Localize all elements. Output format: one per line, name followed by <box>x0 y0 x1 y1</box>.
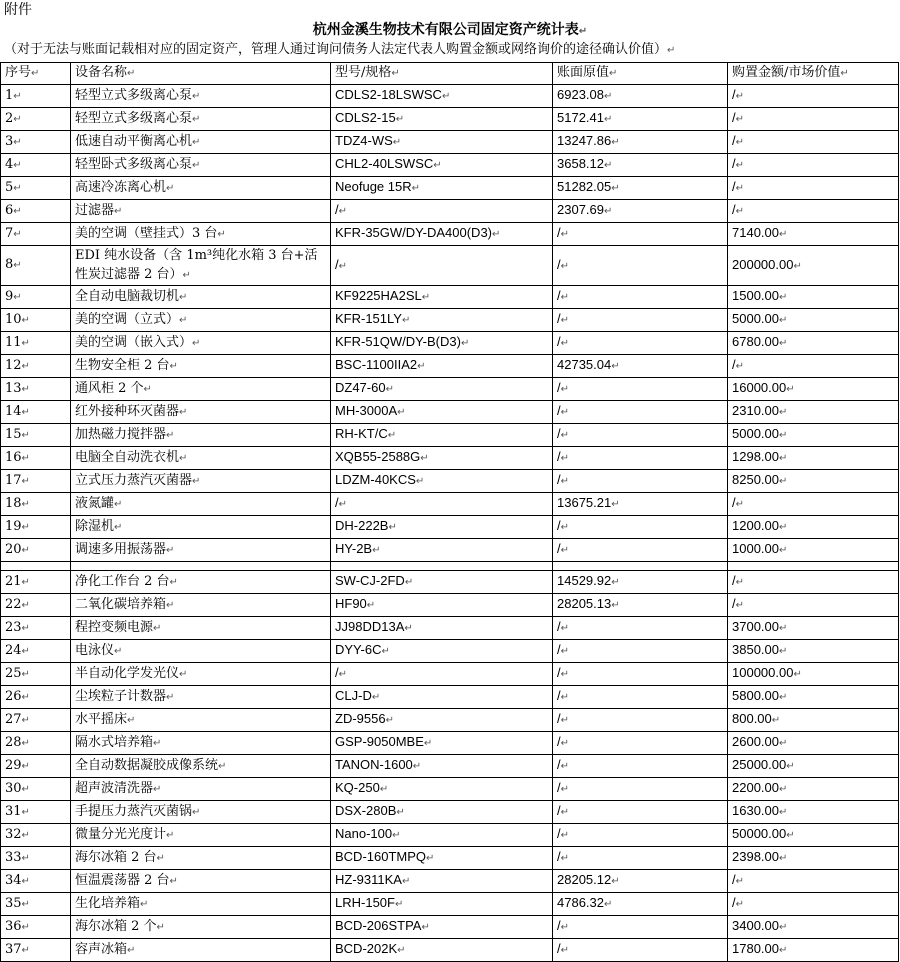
cell-model: SW-CJ-2FD↵ <box>331 571 553 594</box>
cell-model: /↵ <box>331 246 553 286</box>
cell-book-value: /↵ <box>553 401 728 424</box>
cell-model: HF90↵ <box>331 594 553 617</box>
cell-name: 全自动数据凝胶成像系统↵ <box>71 755 331 778</box>
cell-model: ZD-9556↵ <box>331 709 553 732</box>
cell-book-value: 28205.13↵ <box>553 594 728 617</box>
cell-index: 34↵ <box>1 870 71 893</box>
cell-name: 隔水式培养箱↵ <box>71 732 331 755</box>
cell-name: 电脑全自动洗衣机↵ <box>71 447 331 470</box>
cell-book-value: 6923.08↵ <box>553 85 728 108</box>
gap-cell <box>71 562 331 571</box>
cell-market-value: 2310.00↵ <box>728 401 899 424</box>
cell-book-value: 51282.05↵ <box>553 177 728 200</box>
cell-model: CDLS2-15↵ <box>331 108 553 131</box>
cell-book-value: 28205.12↵ <box>553 870 728 893</box>
cell-name: 电泳仪↵ <box>71 640 331 663</box>
cell-book-value: /↵ <box>553 332 728 355</box>
cell-index: 8↵ <box>1 246 71 286</box>
table-row <box>1 801 899 824</box>
cell-market-value: 3850.00↵ <box>728 640 899 663</box>
cell-market-value: /↵ <box>728 108 899 131</box>
cell-market-value: /↵ <box>728 154 899 177</box>
cell-book-value: /↵ <box>553 709 728 732</box>
cell-model: HZ-9311KA↵ <box>331 870 553 893</box>
cell-book-value: 5172.41↵ <box>553 108 728 131</box>
cell-market-value: /↵ <box>728 594 899 617</box>
cell-index: 13↵ <box>1 378 71 401</box>
cell-book-value: /↵ <box>553 916 728 939</box>
table-row <box>1 131 899 154</box>
cell-market-value: 1500.00↵ <box>728 286 899 309</box>
header-cell-book-value: 账面原值↵ <box>553 63 728 85</box>
cell-index: 33↵ <box>1 847 71 870</box>
table-row <box>1 755 899 778</box>
cell-name: 除湿机↵ <box>71 516 331 539</box>
cell-model: LDZM-40KCS↵ <box>331 470 553 493</box>
cell-market-value: 16000.00↵ <box>728 378 899 401</box>
cell-market-value: 5000.00↵ <box>728 309 899 332</box>
cell-model: BSC-1100IIA2↵ <box>331 355 553 378</box>
cell-model: BCD-160TMPQ↵ <box>331 847 553 870</box>
cell-market-value: 1000.00↵ <box>728 539 899 562</box>
cell-name: 恒温震荡器 2 台↵ <box>71 870 331 893</box>
cell-name: 微量分光光度计↵ <box>71 824 331 847</box>
cell-book-value: /↵ <box>553 223 728 246</box>
cell-index: 7↵ <box>1 223 71 246</box>
table-header-row <box>1 63 899 85</box>
table-row <box>1 640 899 663</box>
fixed-asset-table <box>0 62 899 962</box>
cell-model: KFR-51QW/DY-B(D3)↵ <box>331 332 553 355</box>
table-row <box>1 778 899 801</box>
cell-model: RH-KT/C↵ <box>331 424 553 447</box>
cell-book-value: /↵ <box>553 778 728 801</box>
cell-index: 12↵ <box>1 355 71 378</box>
cell-model: GSP-9050MBE↵ <box>331 732 553 755</box>
cell-index: 23↵ <box>1 617 71 640</box>
cell-name: 二氧化碳培养箱↵ <box>71 594 331 617</box>
cell-model: CLJ-D↵ <box>331 686 553 709</box>
table-row <box>1 223 899 246</box>
table-row <box>1 424 899 447</box>
cell-market-value: 1298.00↵ <box>728 447 899 470</box>
cell-name: 加热磁力搅拌器↵ <box>71 424 331 447</box>
cell-market-value: 5000.00↵ <box>728 424 899 447</box>
table-row <box>1 108 899 131</box>
cell-index: 20↵ <box>1 539 71 562</box>
cell-name: 轻型立式多级离心泵↵ <box>71 108 331 131</box>
table-row <box>1 732 899 755</box>
cell-index: 9↵ <box>1 286 71 309</box>
cell-model: Neofuge 15R↵ <box>331 177 553 200</box>
cell-book-value: /↵ <box>553 447 728 470</box>
table-row <box>1 594 899 617</box>
cell-model: KFR-35GW/DY-DA400(D3)↵ <box>331 223 553 246</box>
cell-market-value: 2200.00↵ <box>728 778 899 801</box>
cell-book-value: /↵ <box>553 640 728 663</box>
cell-model: KQ-250↵ <box>331 778 553 801</box>
cell-name: 程控变频电源↵ <box>71 617 331 640</box>
cell-market-value: 8250.00↵ <box>728 470 899 493</box>
cell-name: EDI 纯水设备（含 1m³纯化水箱 3 台+活性炭过滤器 2 台）↵ <box>71 246 331 286</box>
table-row <box>1 493 899 516</box>
cell-model: CHL2-40LSWSC↵ <box>331 154 553 177</box>
cell-index: 26↵ <box>1 686 71 709</box>
table-row <box>1 309 899 332</box>
cell-name: 液氮罐↵ <box>71 493 331 516</box>
cell-book-value: /↵ <box>553 686 728 709</box>
cell-book-value: /↵ <box>553 732 728 755</box>
cell-model: KF9225HA2SL↵ <box>331 286 553 309</box>
cell-book-value: /↵ <box>553 663 728 686</box>
cell-market-value: 3700.00↵ <box>728 617 899 640</box>
cell-book-value: /↵ <box>553 755 728 778</box>
cell-name: 净化工作台 2 台↵ <box>71 571 331 594</box>
cell-book-value: /↵ <box>553 539 728 562</box>
cell-market-value: 1630.00↵ <box>728 801 899 824</box>
cell-book-value: 42735.04↵ <box>553 355 728 378</box>
cell-index: 2↵ <box>1 108 71 131</box>
cell-market-value: 25000.00↵ <box>728 755 899 778</box>
cell-book-value: /↵ <box>553 378 728 401</box>
gap-cell <box>331 562 553 571</box>
cell-model: XQB55-2588G↵ <box>331 447 553 470</box>
cell-book-value: 13675.21↵ <box>553 493 728 516</box>
cell-market-value: 6780.00↵ <box>728 332 899 355</box>
table-row <box>1 539 899 562</box>
cell-model: /↵ <box>331 493 553 516</box>
header-cell-index: 序号↵ <box>1 63 71 85</box>
cell-index: 3↵ <box>1 131 71 154</box>
cell-name: 轻型立式多级离心泵↵ <box>71 85 331 108</box>
cell-model: TDZ4-WS↵ <box>331 131 553 154</box>
table-row <box>1 355 899 378</box>
table-row <box>1 200 899 223</box>
gap-cell <box>553 562 728 571</box>
cell-model: Nano-100↵ <box>331 824 553 847</box>
cell-market-value: 1780.00↵ <box>728 939 899 962</box>
cell-index: 15↵ <box>1 424 71 447</box>
cell-book-value: /↵ <box>553 516 728 539</box>
cell-market-value: /↵ <box>728 870 899 893</box>
cell-index: 10↵ <box>1 309 71 332</box>
cell-market-value: 3400.00↵ <box>728 916 899 939</box>
cell-book-value: /↵ <box>553 246 728 286</box>
cell-model: KFR-151LY↵ <box>331 309 553 332</box>
table-row <box>1 870 899 893</box>
cell-market-value: /↵ <box>728 131 899 154</box>
cell-model: /↵ <box>331 200 553 223</box>
cell-model: DH-222B↵ <box>331 516 553 539</box>
cell-model: DYY-6C↵ <box>331 640 553 663</box>
document-subtitle: （对于无法与账面记载相对应的固定资产，管理人通过询问债务人法定代表人购置金额或网络询价的途径确认价值）↵ <box>4 42 676 57</box>
cell-market-value: /↵ <box>728 177 899 200</box>
cell-name: 海尔冰箱 2 台↵ <box>71 847 331 870</box>
cell-index: 37↵ <box>1 939 71 962</box>
cell-name: 尘埃粒子计数器↵ <box>71 686 331 709</box>
table-row <box>1 686 899 709</box>
table-row <box>1 332 899 355</box>
cell-name: 美的空调（嵌入式）↵ <box>71 332 331 355</box>
cell-index: 27↵ <box>1 709 71 732</box>
cell-model: LRH-150F↵ <box>331 893 553 916</box>
table-row <box>1 401 899 424</box>
cell-model: MH-3000A↵ <box>331 401 553 424</box>
cell-market-value: 2398.00↵ <box>728 847 899 870</box>
cell-index: 32↵ <box>1 824 71 847</box>
cell-market-value: 800.00↵ <box>728 709 899 732</box>
cell-name: 高速冷冻离心机↵ <box>71 177 331 200</box>
cell-book-value: 3658.12↵ <box>553 154 728 177</box>
cell-name: 红外接种环灭菌器↵ <box>71 401 331 424</box>
cell-index: 11↵ <box>1 332 71 355</box>
cell-index: 4↵ <box>1 154 71 177</box>
table-row <box>1 663 899 686</box>
cell-name: 美的空调（壁挂式）3 台↵ <box>71 223 331 246</box>
cell-name: 半自动化学发光仪↵ <box>71 663 331 686</box>
table-row <box>1 447 899 470</box>
cell-name: 容声冰箱↵ <box>71 939 331 962</box>
table-row <box>1 893 899 916</box>
cell-index: 28↵ <box>1 732 71 755</box>
cell-name: 通风柜 2 个↵ <box>71 378 331 401</box>
header-cell-name: 设备名称↵ <box>71 63 331 85</box>
cell-book-value: /↵ <box>553 286 728 309</box>
cell-model: TANON-1600↵ <box>331 755 553 778</box>
cell-name: 过滤器↵ <box>71 200 331 223</box>
cell-model: /↵ <box>331 663 553 686</box>
table-row <box>1 177 899 200</box>
cell-model: DSX-280B↵ <box>331 801 553 824</box>
cell-book-value: 4786.32↵ <box>553 893 728 916</box>
cell-name: 海尔冰箱 2 个↵ <box>71 916 331 939</box>
table-row <box>1 824 899 847</box>
cell-market-value: /↵ <box>728 85 899 108</box>
cell-name: 轻型卧式多级离心泵↵ <box>71 154 331 177</box>
cell-index: 25↵ <box>1 663 71 686</box>
cell-market-value: /↵ <box>728 571 899 594</box>
cell-book-value: /↵ <box>553 470 728 493</box>
table-row <box>1 516 899 539</box>
document-title: 杭州金溪生物技术有限公司固定资产统计表↵ <box>312 22 588 38</box>
cell-book-value: /↵ <box>553 309 728 332</box>
cell-book-value: 2307.69↵ <box>553 200 728 223</box>
cell-name: 美的空调（立式）↵ <box>71 309 331 332</box>
cell-book-value: /↵ <box>553 801 728 824</box>
cell-model: BCD-202K↵ <box>331 939 553 962</box>
gap-cell <box>728 562 899 571</box>
table-row <box>1 378 899 401</box>
table-row <box>1 154 899 177</box>
cell-book-value: /↵ <box>553 824 728 847</box>
cell-book-value: /↵ <box>553 617 728 640</box>
cell-name: 全自动电脑裁切机↵ <box>71 286 331 309</box>
cell-index: 19↵ <box>1 516 71 539</box>
cell-market-value: /↵ <box>728 893 899 916</box>
cell-market-value: 2600.00↵ <box>728 732 899 755</box>
cell-index: 17↵ <box>1 470 71 493</box>
cell-name: 立式压力蒸汽灭菌器↵ <box>71 470 331 493</box>
table-row <box>1 847 899 870</box>
cell-name: 调速多用振荡器↵ <box>71 539 331 562</box>
cell-model: HY-2B↵ <box>331 539 553 562</box>
cell-name: 低速自动平衡离心机↵ <box>71 131 331 154</box>
cell-model: DZ47-60↵ <box>331 378 553 401</box>
attachment-label: 附件 <box>4 2 32 18</box>
table-row <box>1 470 899 493</box>
cell-index: 16↵ <box>1 447 71 470</box>
cell-market-value: /↵ <box>728 355 899 378</box>
cell-market-value: 50000.00↵ <box>728 824 899 847</box>
table-row <box>1 246 899 286</box>
cell-book-value: /↵ <box>553 847 728 870</box>
cell-book-value: /↵ <box>553 424 728 447</box>
cell-index: 24↵ <box>1 640 71 663</box>
header-cell-market-value: 购置金额/市场价值↵ <box>728 63 899 85</box>
cell-model: JJ98DD13A↵ <box>331 617 553 640</box>
cell-index: 29↵ <box>1 755 71 778</box>
cell-market-value: 200000.00↵ <box>728 246 899 286</box>
cell-index: 18↵ <box>1 493 71 516</box>
table-row <box>1 916 899 939</box>
cell-model: BCD-206STPA↵ <box>331 916 553 939</box>
table-row <box>1 617 899 640</box>
cell-book-value: 13247.86↵ <box>553 131 728 154</box>
page-break-gap <box>1 562 899 571</box>
cell-name: 生物安全柜 2 台↵ <box>71 355 331 378</box>
cell-index: 6↵ <box>1 200 71 223</box>
header-cell-model: 型号/规格↵ <box>331 63 553 85</box>
cell-book-value: /↵ <box>553 939 728 962</box>
cell-index: 35↵ <box>1 893 71 916</box>
gap-cell <box>1 562 71 571</box>
table-row <box>1 939 899 962</box>
cell-index: 5↵ <box>1 177 71 200</box>
cell-book-value: 14529.92↵ <box>553 571 728 594</box>
cell-model: CDLS2-18LSWSC↵ <box>331 85 553 108</box>
cell-index: 30↵ <box>1 778 71 801</box>
cell-index: 22↵ <box>1 594 71 617</box>
cell-market-value: 1200.00↵ <box>728 516 899 539</box>
cell-index: 31↵ <box>1 801 71 824</box>
cell-market-value: /↵ <box>728 493 899 516</box>
table-row <box>1 709 899 732</box>
cell-market-value: 5800.00↵ <box>728 686 899 709</box>
cell-name: 超声波清洗器↵ <box>71 778 331 801</box>
cell-name: 手提压力蒸汽灭菌锅↵ <box>71 801 331 824</box>
table-row <box>1 571 899 594</box>
cell-market-value: 100000.00↵ <box>728 663 899 686</box>
cell-name: 生化培养箱↵ <box>71 893 331 916</box>
cell-index: 21↵ <box>1 571 71 594</box>
cell-market-value: /↵ <box>728 200 899 223</box>
cell-index: 36↵ <box>1 916 71 939</box>
cell-index: 14↵ <box>1 401 71 424</box>
table-row <box>1 286 899 309</box>
table-row <box>1 85 899 108</box>
cell-name: 水平摇床↵ <box>71 709 331 732</box>
cell-market-value: 7140.00↵ <box>728 223 899 246</box>
cell-index: 1↵ <box>1 85 71 108</box>
